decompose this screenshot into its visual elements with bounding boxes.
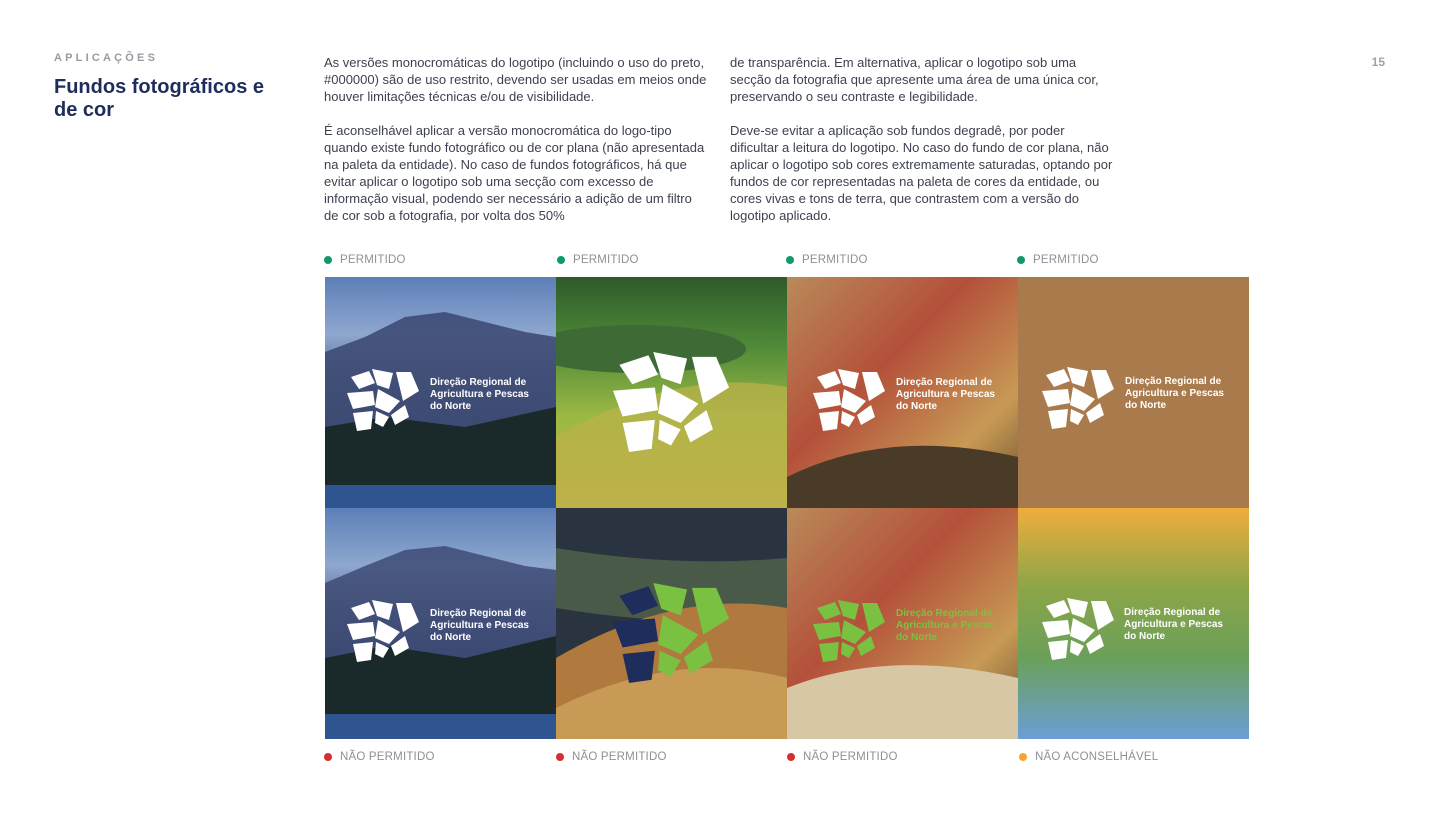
logo-wordmark (896, 608, 995, 644)
example-tile-green-vineyard (556, 277, 787, 508)
logo-line: Agricultura e Pescas (1125, 388, 1224, 399)
status-dot (556, 753, 564, 761)
logo-wordmark (430, 608, 529, 644)
status-dot (786, 256, 794, 264)
body-column-2 (730, 54, 1116, 241)
logo-wordmark (896, 377, 995, 413)
status-dot (324, 256, 332, 264)
paragraph: Deve-se evitar a aplicação sob fundos degradê, por poder dificultar a leitura do logotipo. No caso do fundo de cor plana, não aplicar o logotipo sob cores extremamente saturadas, optando por fundos de cor representadas na paleta de cores da entidade, ou cores vivas e tons de terra, que contrastem com a versão do logotipo aplicado. (730, 123, 1113, 223)
page-number: 15 (1371, 55, 1385, 69)
status-label-nao-permitido (787, 751, 898, 763)
status-label-permitido (324, 254, 406, 266)
paragraph: As versões monocromáticas do logotipo (incluindo o uso do preto, #000000) são de uso restrito, devendo ser usadas em meios onde houver limitações técnicas e/ou de visibilidade. (324, 55, 707, 104)
status-text: NÃO PERMITIDO (572, 751, 667, 763)
status-text: NÃO PERMITIDO (803, 751, 898, 763)
example-tile-earth-solid (1018, 277, 1249, 508)
logo-line: Agricultura e Pescas (430, 389, 529, 400)
status-text: PERMITIDO (1033, 254, 1099, 266)
status-dot (1019, 753, 1027, 761)
status-label-permitido (1017, 254, 1099, 266)
status-label-permitido (557, 254, 639, 266)
logo-line: Agricultura e Pescas (896, 620, 995, 631)
example-tile-autumn-vineyard (787, 277, 1018, 508)
logo-line: do Norte (896, 401, 938, 412)
status-text: NÃO PERMITIDO (340, 751, 435, 763)
example-tile-mountain-photo (325, 277, 556, 508)
logo-line: Direção Regional de (1124, 607, 1221, 618)
logo-mark-icon (345, 600, 425, 664)
logo-wordmark (1124, 607, 1223, 643)
logo-mark-icon (1040, 598, 1120, 662)
page-title: Fundos fotográficos e de cor (54, 76, 264, 121)
status-dot (324, 753, 332, 761)
logo-mark-icon (606, 352, 736, 452)
logo-line: do Norte (430, 401, 472, 412)
section-eyebrow: APLICAÇÕES (54, 52, 159, 64)
logo-line: do Norte (896, 632, 938, 643)
status-text: PERMITIDO (573, 254, 639, 266)
logo-line: do Norte (430, 632, 472, 643)
status-dot (787, 753, 795, 761)
logo-line: do Norte (1125, 400, 1167, 411)
example-tile-gradient (1018, 508, 1249, 739)
logo-mark-icon (345, 369, 425, 433)
paragraph: de transparência. Em alternativa, aplicar o logotipo sob uma secção da fotografia que apresente uma área de uma única cor, preservando o seu contraste e legibilidade. (730, 55, 1099, 104)
status-label-nao-permitido (324, 751, 435, 763)
logo-line: Agricultura e Pescas (430, 620, 529, 631)
status-text: NÃO ACONSELHÁVEL (1035, 751, 1159, 763)
status-text: PERMITIDO (802, 254, 868, 266)
example-tile-river-vineyard (556, 508, 787, 739)
status-label-nao-permitido (556, 751, 667, 763)
logo-line: Agricultura e Pescas (1124, 619, 1223, 630)
logo-line: Direção Regional de (430, 377, 527, 388)
logo-mark-icon (606, 583, 736, 683)
paragraph: É aconselhável aplicar a versão monocromática do logo-tipo quando existe fundo fotográfico ou de cor plana (não apresentada na paleta da entidade). No caso de fundos fotográficos, há que evitar aplicar o logotipo sob uma secção com excesso de informação visual, podendo ser necessário a adição de um filtro de cor sob a fotografia, por volta dos 50% (324, 123, 705, 223)
status-label-permitido (786, 254, 868, 266)
status-dot (557, 256, 565, 264)
status-label-nao-aconselhavel (1019, 751, 1158, 763)
logo-mark-icon (811, 369, 891, 433)
logo-mark-icon (811, 600, 891, 664)
logo-line: Agricultura e Pescas (896, 389, 995, 400)
status-dot (1017, 256, 1025, 264)
logo-wordmark (430, 377, 529, 413)
logo-line: Direção Regional de (896, 377, 993, 388)
logo-line: do Norte (1124, 631, 1166, 642)
logo-line: Direção Regional de (896, 608, 993, 619)
status-text: PERMITIDO (340, 254, 406, 266)
logo-line: Direção Regional de (430, 608, 527, 619)
example-tile-autumn-vineyard-green-logo (787, 508, 1018, 739)
example-tile-mountain-photo-busy (325, 508, 556, 739)
logo-line: Direção Regional de (1125, 376, 1222, 387)
logo-mark-icon (1040, 367, 1120, 431)
body-column-1 (324, 54, 708, 241)
logo-wordmark (1125, 376, 1224, 412)
